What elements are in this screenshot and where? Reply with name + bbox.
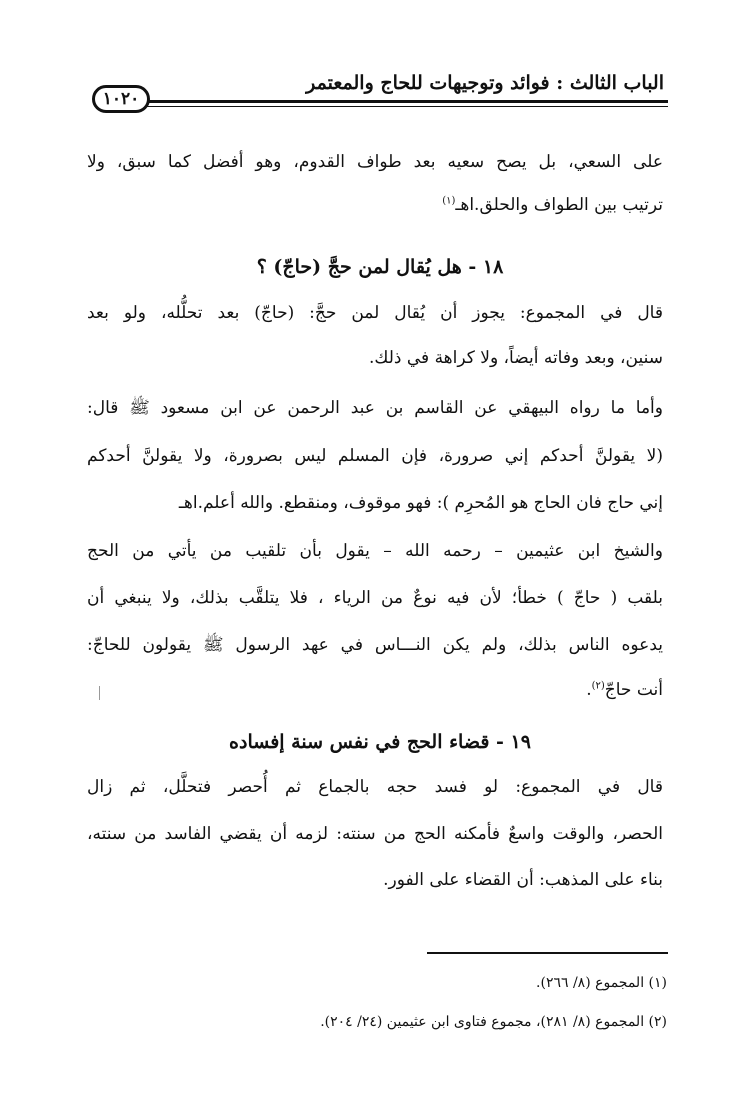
footnote-2: (٢) المجموع (٨/ ٢٨١)، مجموع فتاوى ابن عثيمين (٢٤/ ٢٠٤). (320, 1014, 667, 1030)
text-line-6: (لا يقولنَّ أحدكم إني صرورة، فإن المسلم ليس بصرورة، ولا يقولنَّ أحدكم (87, 446, 663, 466)
text-line-11-body: أنت حاجّ (604, 680, 663, 700)
header-rule (146, 100, 668, 103)
text-line-11 (87, 680, 663, 700)
chapter-title: الباب الثالث : فوائد وتوجيهات للحاج والمعتمر (306, 72, 664, 94)
margin-mark (99, 686, 100, 700)
text-line-8: والشيخ ابن عثيمين – رحمه الله – يقول بأن تلقيب من يأتي من الحج (87, 541, 663, 561)
page-header (86, 70, 668, 114)
text-line-1: على السعي، بل يصح سعيه بعد طواف القدوم، وهو أفضل كما سبق، ولا (87, 152, 663, 172)
footnote-separator (427, 952, 668, 954)
text-line-3: قال في المجموع: يجوز أن يُقال لمن حجَّ: (حاجّ) بعد تحلُّله، ولو بعد (87, 303, 663, 323)
text-line-13: الحصر، والوقت واسعٌ فأمكنه الحج من سنته: لزمه أن يقضي الفاسد من سنته، (87, 824, 663, 844)
page-number: ١٠٢٠ (92, 85, 150, 113)
text-line-5: وأما ما رواه البيهقي عن القاسم بن عبد الرحمن عن ابن مسعود ﷺ قال: (87, 398, 663, 418)
footnote-ref-1: (١) (442, 195, 456, 207)
text-line-4: سنين، وبعد وفاته أيضاً، ولا كراهة في ذلك. (368, 348, 663, 368)
text-line-10: يدعوه الناس بذلك، ولم يكن النـــاس في عهد الرسول ﷺ يقولون للحاجّ: (87, 635, 663, 655)
header-rule-thin (146, 106, 668, 107)
section-heading-19: ١٩ - قضاء الحج في نفس سنة إفساده (229, 731, 531, 753)
footnote-1: (١) المجموع (٨/ ٢٦٦). (536, 975, 667, 991)
footnote-ref-2: (٢) (591, 680, 605, 692)
text-line-2 (87, 195, 663, 215)
text-line-12: قال في المجموع: لو فسد حجه بالجماع ثم أُحصر فتحلَّل، ثم زال (87, 777, 663, 797)
text-line-7: إني حاج فان الحاج هو المُحرِم ): فهو موقوف، ومنقطع. والله أعلم.اهـ (178, 493, 663, 513)
text-line-2-body: ترتيب بين الطواف والحلق.اهـ (455, 195, 663, 215)
text-line-14: بناء على المذهب: أن القضاء على الفور. (383, 870, 663, 890)
text-line-9: بلقب ( حاجّ ) خطأ؛ لأن فيه نوعٌ من الرياء ، فلا يتلقَّب بذلك، ولا ينبغي أن (87, 588, 663, 608)
text-line-11-end: . (586, 680, 592, 700)
section-heading-18: ١٨ - هل يُقال لمن حجَّ (حاجّ) ؟ (256, 256, 504, 278)
